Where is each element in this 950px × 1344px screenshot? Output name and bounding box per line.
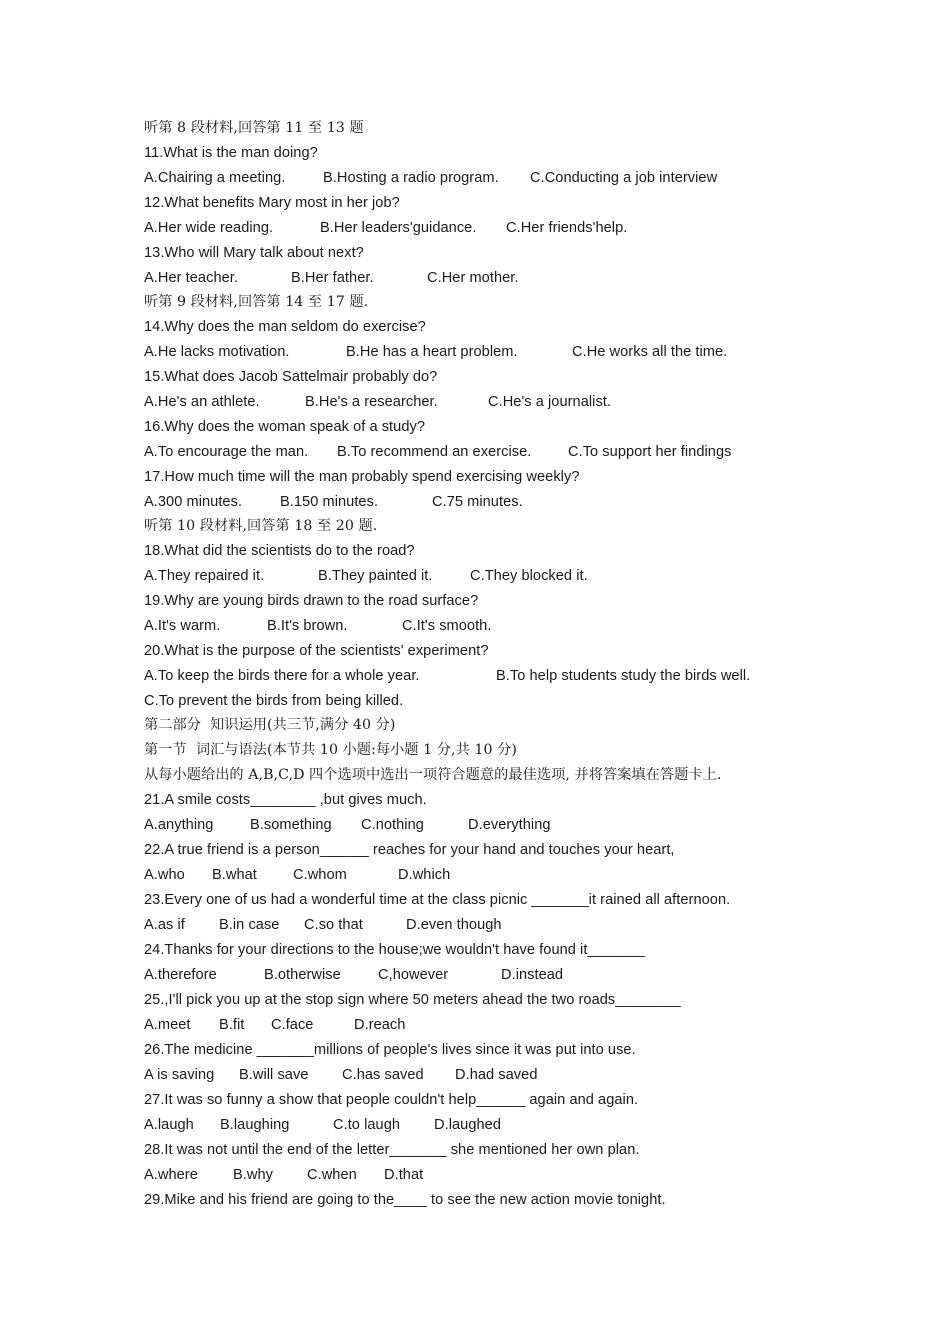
option: D.laughed <box>434 1117 501 1133</box>
section-heading: 听第 10 段材料,回答第 18 至 20 题. <box>144 518 378 534</box>
option: A.as if <box>144 917 185 933</box>
option-continued: C.To prevent the birds from being killed. <box>144 693 404 709</box>
question-text: 19.Why are young birds drawn to the road surface? <box>144 593 479 609</box>
option: A.where <box>144 1167 198 1183</box>
options-row <box>144 490 523 514</box>
option: A.He lacks motivation. <box>144 344 290 360</box>
question-text: 18.What did the scientists do to the road? <box>144 543 415 559</box>
option: B.It's brown. <box>267 618 348 634</box>
option: B.To recommend an exercise. <box>337 444 532 460</box>
part-heading: 第二部分 知识运用(共三节,满分 40 分) <box>144 717 396 733</box>
options-row <box>144 1113 501 1137</box>
option: B.They painted it. <box>318 568 433 584</box>
option: B.150 minutes. <box>280 494 379 510</box>
option: A.To keep the birds there for a whole year. <box>144 668 420 684</box>
question-text: 29.Mike and his friend are going to the____ to see the new action movie tonight. <box>144 1192 666 1208</box>
section-heading: 听第 9 段材料,回答第 14 至 17 题. <box>144 294 369 310</box>
option: C.To support her findings <box>568 444 732 460</box>
option: A.300 minutes. <box>144 494 243 510</box>
question-text: 12.What benefits Mary most in her job? <box>144 195 400 211</box>
option: C.so that <box>304 917 363 933</box>
option: D.everything <box>468 817 551 833</box>
question-text: 26.The medicine _______millions of people's lives since it was put into use. <box>144 1042 636 1058</box>
question-text: 15.What does Jacob Sattelmair probably do? <box>144 369 438 385</box>
option: A is saving <box>144 1067 215 1083</box>
question-text: 21.A smile costs________ ,but gives much. <box>144 792 427 808</box>
option: B.something <box>250 817 332 833</box>
option: D.even though <box>406 917 502 933</box>
options-row <box>144 1013 406 1037</box>
option: B.what <box>212 867 257 883</box>
option: A.Chairing a meeting. <box>144 170 286 186</box>
option: A.They repaired it. <box>144 568 265 584</box>
option: B.Her father. <box>291 270 374 286</box>
section-heading: 听第 8 段材料,回答第 11 至 13 题 <box>144 120 364 136</box>
option: C.Her mother. <box>427 270 519 286</box>
question-text: 27.It was so funny a show that people couldn't help______ again and again. <box>144 1092 639 1108</box>
option: A.anything <box>144 817 214 833</box>
option: C.They blocked it. <box>470 568 588 584</box>
question-text: 17.How much time will the man probably spend exercising weekly? <box>144 469 580 485</box>
option: D.instead <box>501 967 564 983</box>
option: A.therefore <box>144 967 217 983</box>
question-text: 28.It was not until the end of the letter_______ she mentioned her own plan. <box>144 1142 640 1158</box>
option: A.He's an athlete. <box>144 394 260 410</box>
options-row <box>144 440 732 464</box>
option: B.in case <box>219 917 280 933</box>
options-row <box>144 564 588 588</box>
options-row <box>144 913 502 937</box>
option: C,however <box>378 967 449 983</box>
question-text: 23.Every one of us had a wonderful time at the class picnic _______it rained all afternoon. <box>144 892 731 908</box>
options-row <box>144 216 628 240</box>
question-text: 14.Why does the man seldom do exercise? <box>144 319 426 335</box>
option: C.face <box>271 1017 314 1033</box>
option: C.He's a journalist. <box>488 394 612 410</box>
option: C.Her friends'help. <box>506 220 628 236</box>
option: D.that <box>384 1167 424 1183</box>
option: C.has saved <box>342 1067 424 1083</box>
option: C.75 minutes. <box>432 494 523 510</box>
option: C.It's smooth. <box>402 618 492 634</box>
options-row <box>144 963 564 987</box>
options-row <box>144 813 551 837</box>
question-text: 22.A true friend is a person______ reaches for your hand and touches your heart, <box>144 842 675 858</box>
option: C.whom <box>293 867 347 883</box>
question-text: 20.What is the purpose of the scientists' experiment? <box>144 643 489 659</box>
section-heading: 第一节 词汇与语法(本节共 10 小题:每小题 1 分,共 10 分) <box>144 742 517 758</box>
option: D.which <box>398 867 451 883</box>
options-row <box>144 340 728 364</box>
option: A.It's warm. <box>144 618 221 634</box>
options-row <box>144 664 751 688</box>
option: B.will save <box>239 1067 309 1083</box>
option: C.to laugh <box>333 1117 401 1133</box>
option: B.He has a heart problem. <box>346 344 518 360</box>
option: B.To help students study the birds well. <box>496 668 751 684</box>
question-text: 13.Who will Mary talk about next? <box>144 245 364 261</box>
option: A.Her teacher. <box>144 270 238 286</box>
option: B.laughing <box>220 1117 290 1133</box>
option: A.To encourage the man. <box>144 444 309 460</box>
option: A.Her wide reading. <box>144 220 274 236</box>
options-row <box>144 1163 424 1187</box>
option: C.when <box>307 1167 357 1183</box>
options-row <box>144 166 718 190</box>
options-row <box>144 266 519 290</box>
option: B.Hosting a radio program. <box>323 170 499 186</box>
option: B.otherwise <box>264 967 341 983</box>
option: B.He's a researcher. <box>305 394 438 410</box>
question-text: 24.Thanks for your directions to the house;we wouldn't have found it_______ <box>144 942 645 958</box>
option: D.reach <box>354 1017 406 1033</box>
option: A.laugh <box>144 1117 194 1133</box>
option: B.Her leaders'guidance. <box>320 220 477 236</box>
option: A.who <box>144 867 185 883</box>
option: D.had saved <box>455 1067 538 1083</box>
option: C.nothing <box>361 817 424 833</box>
question-text: 11.What is the man doing? <box>144 145 318 161</box>
option: C.He works all the time. <box>572 344 728 360</box>
option: A.meet <box>144 1017 191 1033</box>
options-row <box>144 863 451 887</box>
instructions: 从每小题给出的 A,B,C,D 四个选项中选出一项符合题意的最佳选项, 并将答案填在答题卡上. <box>144 767 722 783</box>
options-row <box>144 390 612 414</box>
options-row <box>144 614 492 638</box>
question-text: 16.Why does the woman speak of a study? <box>144 419 426 435</box>
option: B.fit <box>219 1017 245 1033</box>
options-row <box>144 1063 538 1087</box>
option: C.Conducting a job interview <box>530 170 718 186</box>
question-text: 25.,I'll pick you up at the stop sign where 50 meters ahead the two roads________ <box>144 992 681 1008</box>
option: B.why <box>233 1167 273 1183</box>
